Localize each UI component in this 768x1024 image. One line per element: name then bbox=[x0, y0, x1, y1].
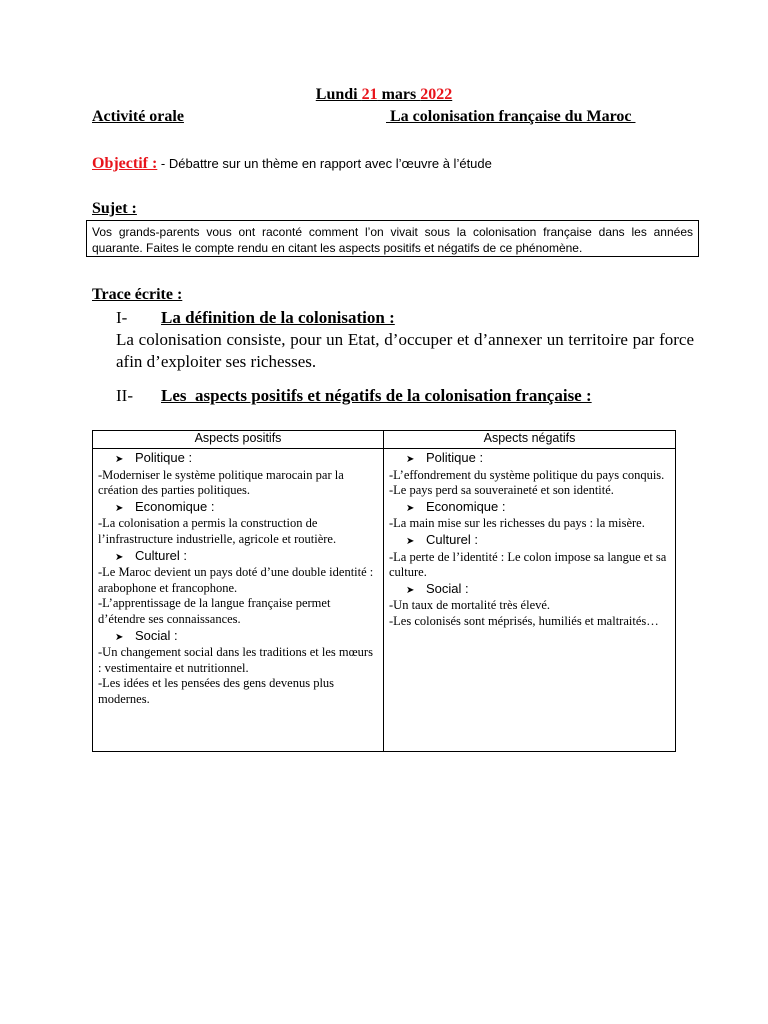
objective bbox=[92, 155, 492, 173]
category-culturel: ➤ Culturel : bbox=[98, 548, 379, 566]
arrow-bullet-icon: ➤ bbox=[115, 502, 124, 514]
category-economique: ➤ Economique : bbox=[98, 499, 379, 517]
category-politique: ➤ Politique : bbox=[98, 450, 379, 468]
aspects-table bbox=[92, 430, 676, 752]
list-item: -Le Maroc devient un pays doté d’une double identité : arabophone et francophone. bbox=[98, 565, 374, 595]
category-social: ➤ Social : bbox=[389, 581, 671, 599]
objective-text: - Débattre sur un thème en rapport avec l’œuvre à l’étude bbox=[157, 156, 492, 171]
list-item: -Le pays perd sa souveraineté et son identité. bbox=[389, 483, 614, 498]
list-item: -La colonisation a permis la construction de l’infrastructure industrielle, agricole et routière. bbox=[98, 516, 337, 546]
subject-box: Vos grands-parents vous ont raconté comment l’on vivait sous la colonisation française dans les années quarante. Faites le compte rendu en citant les aspects positifs et négatifs de ce phénomène. bbox=[86, 220, 699, 257]
arrow-bullet-icon: ➤ bbox=[406, 584, 415, 596]
list-item: -La perte de l’identité : Le colon impose sa langue et sa culture. bbox=[389, 549, 667, 580]
header-negative: Aspects négatifs bbox=[384, 431, 676, 449]
definition-text: La colonisation consiste, pour un Etat, d’occuper et d’annexer un territoire par force afin d’exploiter ses richesses. bbox=[116, 330, 694, 371]
list-item: -La main mise sur les richesses du pays : la misère. bbox=[389, 516, 645, 531]
category-economique: ➤ Economique : bbox=[389, 499, 671, 517]
arrow-bullet-icon: ➤ bbox=[115, 631, 124, 643]
arrow-bullet-icon: ➤ bbox=[115, 551, 124, 563]
list-item: -L’effondrement du système politique du pays conquis. bbox=[389, 467, 665, 482]
objective-label: Objectif : bbox=[92, 155, 158, 172]
header-positive: Aspects positifs bbox=[93, 431, 384, 449]
arrow-bullet-icon: ➤ bbox=[115, 454, 124, 465]
arrow-bullet-icon: ➤ bbox=[406, 502, 415, 514]
subject-label: Sujet : bbox=[92, 200, 137, 217]
list-item: -Moderniser le système politique marocain par la création des parties politiques. bbox=[98, 467, 344, 498]
date-day: 21 bbox=[361, 86, 378, 103]
lesson-theme: La colonisation française du Maroc bbox=[386, 108, 636, 125]
list-item: -Un taux de mortalité très élevé. bbox=[389, 598, 551, 613]
arrow-bullet-icon: ➤ bbox=[406, 535, 415, 547]
list-item: -Les idées et les pensées des gens devenus plus modernes. bbox=[98, 676, 335, 706]
section1-title: La définition de la colonisation : bbox=[161, 308, 395, 327]
list-item: -Les colonisés sont méprisés, humiliés et maltraités… bbox=[389, 613, 659, 628]
section2-number: II- bbox=[116, 386, 133, 405]
section2-title: Les aspects positifs et négatifs de la colonisation française : bbox=[161, 386, 592, 405]
lesson-date: Lundi 21 mars 2022 bbox=[315, 86, 453, 103]
category-culturel: ➤ Culturel : bbox=[389, 532, 671, 550]
positive-column bbox=[93, 449, 384, 752]
date-year: 2022 bbox=[420, 86, 453, 103]
negative-column bbox=[384, 449, 676, 752]
category-politique: ➤ Politique : bbox=[389, 450, 671, 468]
list-item: -L’apprentissage de la langue française permet d’étendre ses connaissances. bbox=[98, 596, 331, 626]
arrow-bullet-icon: ➤ bbox=[406, 454, 415, 465]
category-social: ➤ Social : bbox=[98, 628, 379, 646]
list-item: -Un changement social dans les traditions et les mœurs : vestimentaire et nutritionnel. bbox=[98, 645, 373, 675]
activity-title: Activité orale bbox=[92, 108, 184, 125]
section1-number: I- bbox=[116, 308, 128, 327]
trace-label: Trace écrite : bbox=[92, 286, 183, 303]
